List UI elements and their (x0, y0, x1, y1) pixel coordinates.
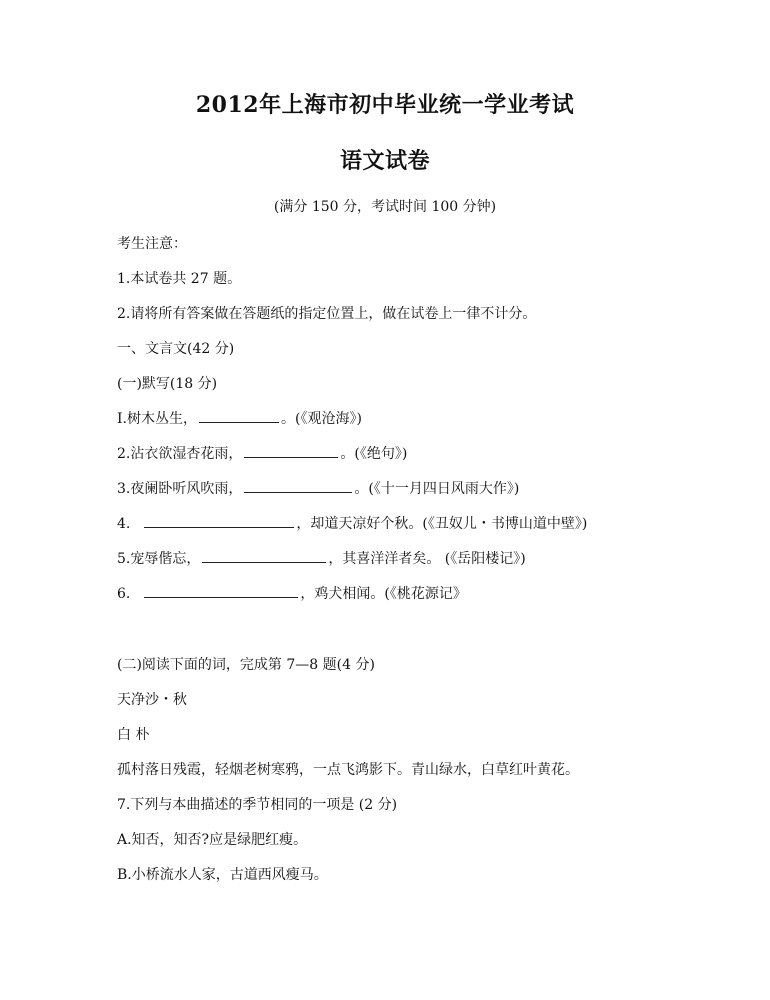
part-heading: (一)默写(18 分) (117, 376, 218, 392)
question-3 (117, 478, 519, 498)
question-source: ，其喜洋洋者矣。 (《岳阳楼记》) (328, 551, 526, 567)
option-b: B.小桥流水人家，古道西风瘦马。 (117, 867, 328, 883)
poem-title: 天净沙・秋 (117, 692, 187, 708)
poem-author: 白 朴 (117, 727, 150, 743)
exam-title: 2012年上海市初中毕业统一学业考试 (195, 92, 575, 118)
question-text: I.树木丛生， (117, 411, 197, 427)
question-text: 2.沾衣欲湿杏花雨， (117, 446, 243, 462)
question-source: ，鸡犬相闻。(《桃花源记》 (300, 586, 467, 602)
question-source: 。(《观沧海》) (280, 411, 362, 427)
question-source: 。(《十一月四日风雨大作》) (354, 481, 520, 497)
score-time-note: (满分 150 分，考试时间 100 分钟) (273, 199, 497, 215)
answer-blank (144, 583, 298, 598)
section-heading: 一、文言文(42 分) (117, 341, 235, 357)
answer-blank (202, 548, 326, 563)
exam-subtitle: 语文试卷 (339, 148, 430, 174)
question-1 (117, 408, 362, 428)
question-7: 7.下列与本曲描述的季节相同的一项是 (2 分) (117, 797, 398, 813)
answer-blank (244, 478, 352, 493)
option-a: A.知否，知否?应是绿肥红瘦。 (117, 832, 308, 848)
notice-heading: 考生注意： (117, 236, 187, 252)
answer-blank (199, 408, 279, 423)
notice-item: 2.请将所有答案做在答题纸的指定位置上，做在试卷上一律不计分。 (117, 306, 537, 322)
poem-text: 孤村落日残霞，轻烟老树寒鸦，一点飞鸿影下。青山绿水，白草红叶黄花。 (117, 762, 579, 778)
question-source: 。(《绝句》) (340, 446, 408, 462)
answer-blank (244, 443, 338, 458)
notice-item: 1.本试卷共 27 题。 (117, 271, 242, 287)
question-text: 3.夜阑卧听风吹雨， (117, 481, 243, 497)
question-5 (117, 548, 526, 568)
question-4 (117, 513, 587, 533)
question-text: 5.宠辱偕忘， (117, 551, 201, 567)
question-text: 4. (117, 516, 131, 532)
question-text: 6. (117, 586, 131, 602)
answer-blank (144, 513, 294, 528)
question-2 (117, 443, 407, 463)
question-source: ，却道天凉好个秋。(《丑奴儿・书博山道中壁》) (296, 516, 588, 532)
question-6 (117, 583, 467, 603)
part-heading: (二)阅读下面的词，完成第 7—8 题(4 分) (117, 657, 375, 673)
